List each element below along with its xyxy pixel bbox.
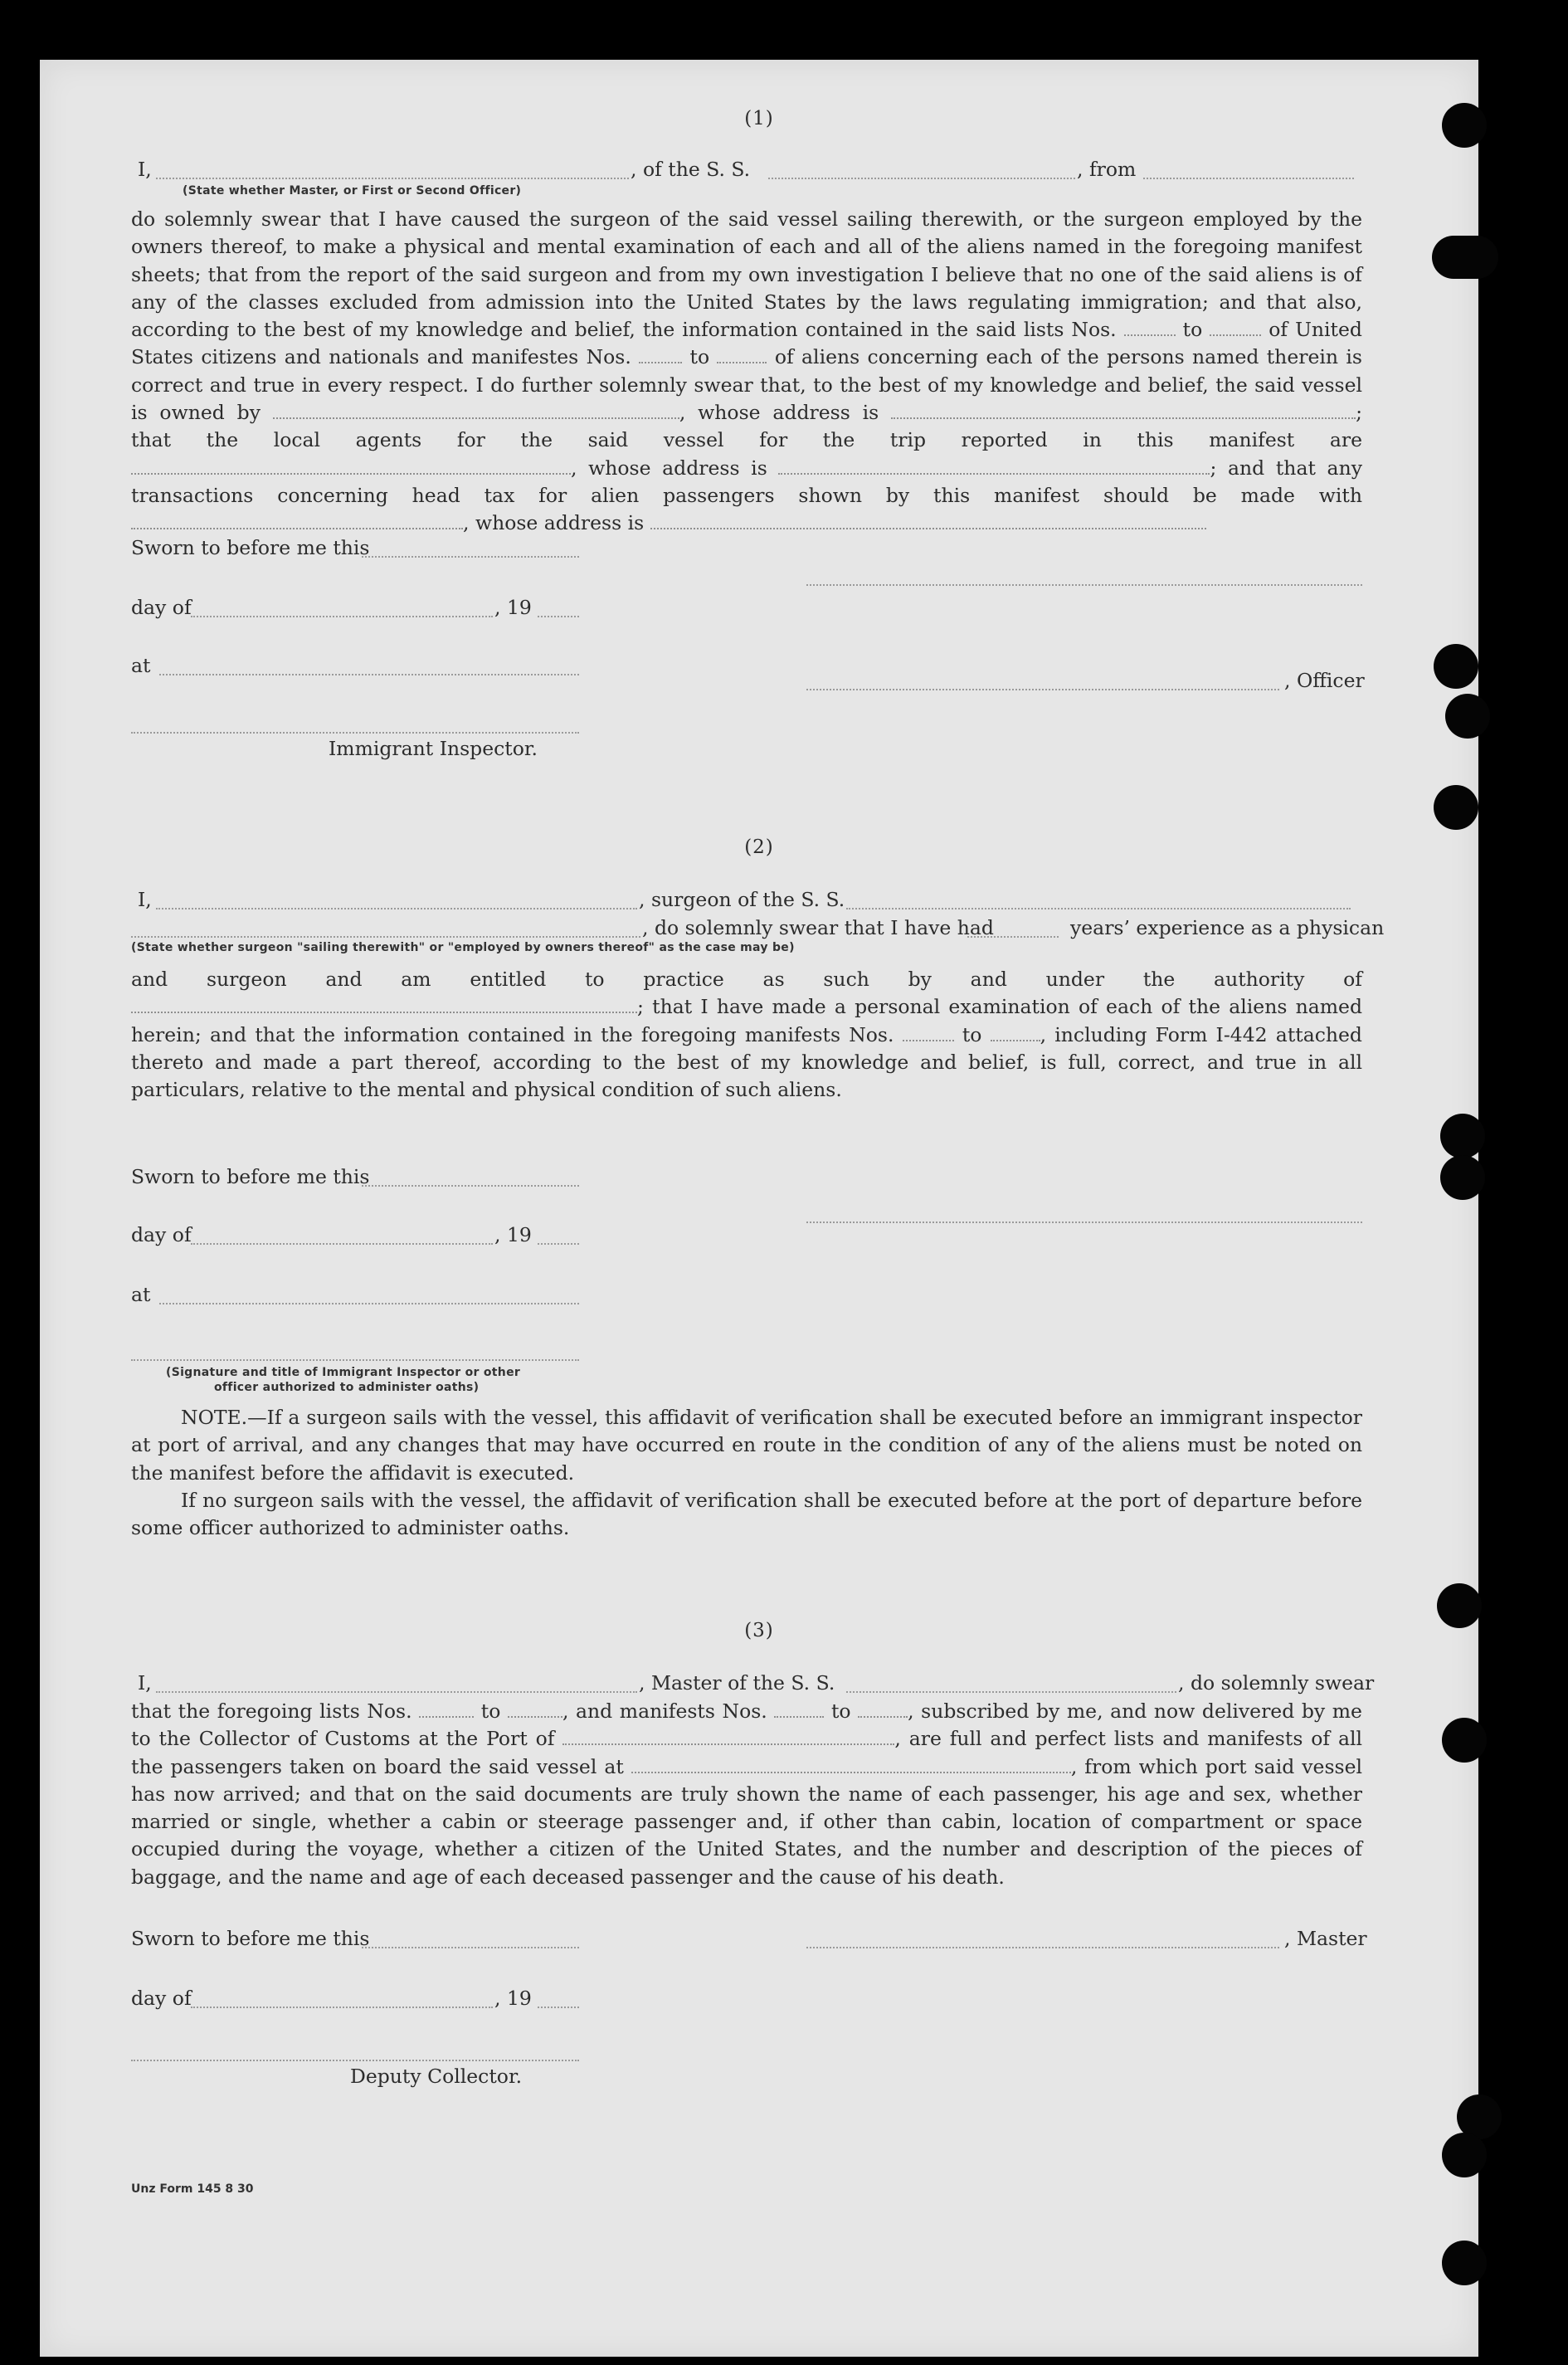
- lists-from-field[interactable]: [1124, 334, 1176, 336]
- section3-year: , 19: [494, 1987, 532, 2010]
- immigrant-inspector-label: Immigrant Inspector.: [329, 737, 538, 760]
- agents-field[interactable]: [131, 472, 571, 475]
- section2-swear: , do solemnly swear that I have had: [642, 916, 994, 939]
- master-name-field[interactable]: [156, 178, 629, 179]
- collector-signature-line[interactable]: [131, 2060, 579, 2061]
- head-tax-address-field[interactable]: [650, 527, 1206, 529]
- year-field[interactable]: [538, 616, 579, 617]
- manifests-from-field[interactable]: [903, 1039, 954, 1041]
- manifests-from-field[interactable]: [774, 1715, 824, 1718]
- section2-years: years’ experience as a physican: [1070, 916, 1385, 939]
- agents-address-field[interactable]: [778, 472, 1210, 475]
- signature-line[interactable]: [806, 584, 1362, 586]
- master-name-field[interactable]: [156, 1691, 637, 1693]
- manifests-to-field[interactable]: [717, 361, 767, 363]
- deputy-collector-label: Deputy Collector.: [350, 2065, 523, 2088]
- vessel-name-field[interactable]: [768, 178, 1075, 179]
- punch-hole: [1440, 1114, 1485, 1158]
- section3-sworn: Sworn to before me this: [131, 1927, 370, 1950]
- port-from-field[interactable]: [1143, 178, 1354, 179]
- section3-master-of-ss: , Master of the S. S.: [639, 1671, 835, 1695]
- section2-at: at: [131, 1283, 151, 1306]
- punch-hole: [1432, 236, 1498, 279]
- port-field[interactable]: [562, 1743, 894, 1745]
- note-paragraph: NOTE.—If a surgeon sails with the vessel, this affidavit of verification shall be executed before an immigrant inspector at port of arrival, and any changes that may have occurred en route in the condition of any of the aliens must be noted on the manifest before the affidavit is executed.: [131, 1406, 1362, 1485]
- section3-i: I,: [138, 1671, 152, 1695]
- form-sheet: [40, 60, 1478, 2357]
- punch-hole: [1442, 2133, 1487, 2177]
- section1-at: at: [131, 654, 151, 677]
- master-caption: (State whether Master, or First or Second Officer): [183, 184, 522, 197]
- section2-note: [131, 1404, 1362, 1542]
- signature-line[interactable]: [806, 1222, 1362, 1223]
- section3-day-of: day of: [131, 1987, 192, 2010]
- section1-body: do solemnly swear that I have caused the surgeon of the said vessel sailing therewith, or the surgeon employed by the owners thereof, to make a physical and mental examination of each and all of the aliens named in the foregoing manifest sheets; that from the report of the said surgeon and from my own investigation I believe that no one of the said aliens is of any of the classes excluded from admission into the United States by the laws regulating immigration; and that also, according to the best of my knowledge and belief, the information contained in the said lists Nos. to of United States citizens and nationals and manifestes Nos. to of aliens concerning each of the persons named therein is correct and true in every respect. I do further solemnly swear that, to the best of my knowledge and belief, the said vessel is owned by , whose address is ; that the local agents for the said vessel for the trip reported in this manifest are , whose address is ; and that any transactions concerning head tax for alien passengers shown by this manifest should be made with , whose address is: [131, 207, 1362, 535]
- sworn-date-field[interactable]: [362, 556, 579, 558]
- form-id: Unz Form 145 8 30: [131, 2182, 254, 2196]
- at-place-field[interactable]: [159, 674, 579, 675]
- day-field[interactable]: [191, 1243, 493, 1245]
- authority-field[interactable]: [131, 1011, 637, 1013]
- officer-signature-line[interactable]: [806, 689, 1279, 690]
- surgeon-caption: (State whether surgeon "sailing therewith" or "employed by owners thereof" as the case may be): [131, 941, 795, 954]
- sworn-date-field[interactable]: [362, 1185, 579, 1187]
- signature-caption: officer authorized to administer oaths): [214, 1381, 480, 1394]
- owner-field[interactable]: [273, 417, 679, 419]
- signature-caption: (Signature and title of Immigrant Inspector or other: [166, 1366, 521, 1379]
- section2-surgeon-of-ss: , surgeon of the S. S.: [639, 888, 845, 911]
- surgeon-name-field[interactable]: [156, 908, 637, 909]
- section1-day-of: day of: [131, 596, 192, 619]
- master-signature-line[interactable]: [806, 1947, 1279, 1948]
- punch-hole: [1440, 1155, 1485, 1200]
- note-paragraph: If no surgeon sails with the vessel, the affidavit of verification shall be executed before at the port of departure before some officer authorized to administer oaths.: [131, 1488, 1362, 1540]
- section-number: (1): [744, 108, 774, 129]
- surgeon-type-field[interactable]: [131, 936, 640, 938]
- manifests-from-field[interactable]: [639, 361, 682, 363]
- inspector-signature-line[interactable]: [131, 732, 579, 734]
- section2-day-of: day of: [131, 1223, 192, 1246]
- vessel-name-field[interactable]: [846, 908, 1351, 909]
- manifests-to-field[interactable]: [858, 1715, 908, 1718]
- head-tax-party-field[interactable]: [131, 527, 463, 529]
- punch-hole: [1434, 785, 1478, 830]
- manifests-to-field[interactable]: [991, 1039, 1040, 1041]
- section-number: (2): [744, 836, 774, 858]
- section2-year: , 19: [494, 1223, 532, 1246]
- year-field[interactable]: [538, 2007, 579, 2008]
- owner-address-field[interactable]: [891, 417, 1356, 419]
- section3-body: that the foregoing lists Nos. to , and manifests Nos. to , subscribed by me, and now delivered by me to the Collector of Customs at the Port of , are full and perfect lists and manifests of all the passengers taken on board the said vessel at , from which port said vessel has now arrived; and that on the said documents are truly shown the name of each passenger, his age and sex, whether married or single, whether a cabin or steerage passenger and, if other than cabin, location of compartment or space occupied during the voyage, whether a citizen of the United States, and the number and description of the pieces of baggage, and the name and age of each deceased passenger and the cause of his death.: [131, 1699, 1362, 1889]
- day-field[interactable]: [191, 2007, 493, 2008]
- lists-from-field[interactable]: [419, 1715, 474, 1718]
- year-field[interactable]: [538, 1243, 579, 1245]
- punch-hole: [1445, 694, 1490, 739]
- years-field[interactable]: [967, 936, 1059, 938]
- lists-to-field[interactable]: [1210, 334, 1261, 336]
- section-number: (3): [744, 1620, 774, 1641]
- section1-officer: , Officer: [1284, 669, 1365, 692]
- section2-sworn: Sworn to before me this: [131, 1165, 370, 1188]
- section2-body: and surgeon and am entitled to practice as such by and under the authority of ; that I have made a personal examination of each of the aliens named herein; and that the information contained in the foregoing manifests Nos. to , including Form I-442 attached thereto and made a part thereof, according to the best of my knowledge and belief, is full, correct, and true in all particulars, relative to the mental and physical condition of such aliens.: [131, 968, 1362, 1102]
- punch-hole: [1442, 1718, 1487, 1763]
- section3-master: , Master: [1284, 1927, 1367, 1950]
- punch-hole: [1434, 644, 1478, 689]
- section1-sworn: Sworn to before me this: [131, 536, 370, 559]
- inspector-signature-line[interactable]: [131, 1359, 579, 1361]
- section3-swear: , do solemnly swear: [1178, 1671, 1375, 1695]
- section1-of-ss: , of the S. S.: [631, 158, 751, 181]
- sworn-date-field[interactable]: [362, 1947, 579, 1948]
- vessel-name-field[interactable]: [846, 1691, 1176, 1693]
- lists-to-field[interactable]: [508, 1715, 562, 1718]
- day-field[interactable]: [191, 616, 493, 617]
- section1-i: I,: [138, 158, 152, 181]
- embark-port-field[interactable]: [631, 1771, 1071, 1773]
- punch-hole: [1442, 2241, 1487, 2285]
- section2-i: I,: [138, 888, 152, 911]
- at-place-field[interactable]: [159, 1303, 579, 1304]
- section1-from: , from: [1077, 158, 1137, 181]
- section1-year: , 19: [494, 596, 532, 619]
